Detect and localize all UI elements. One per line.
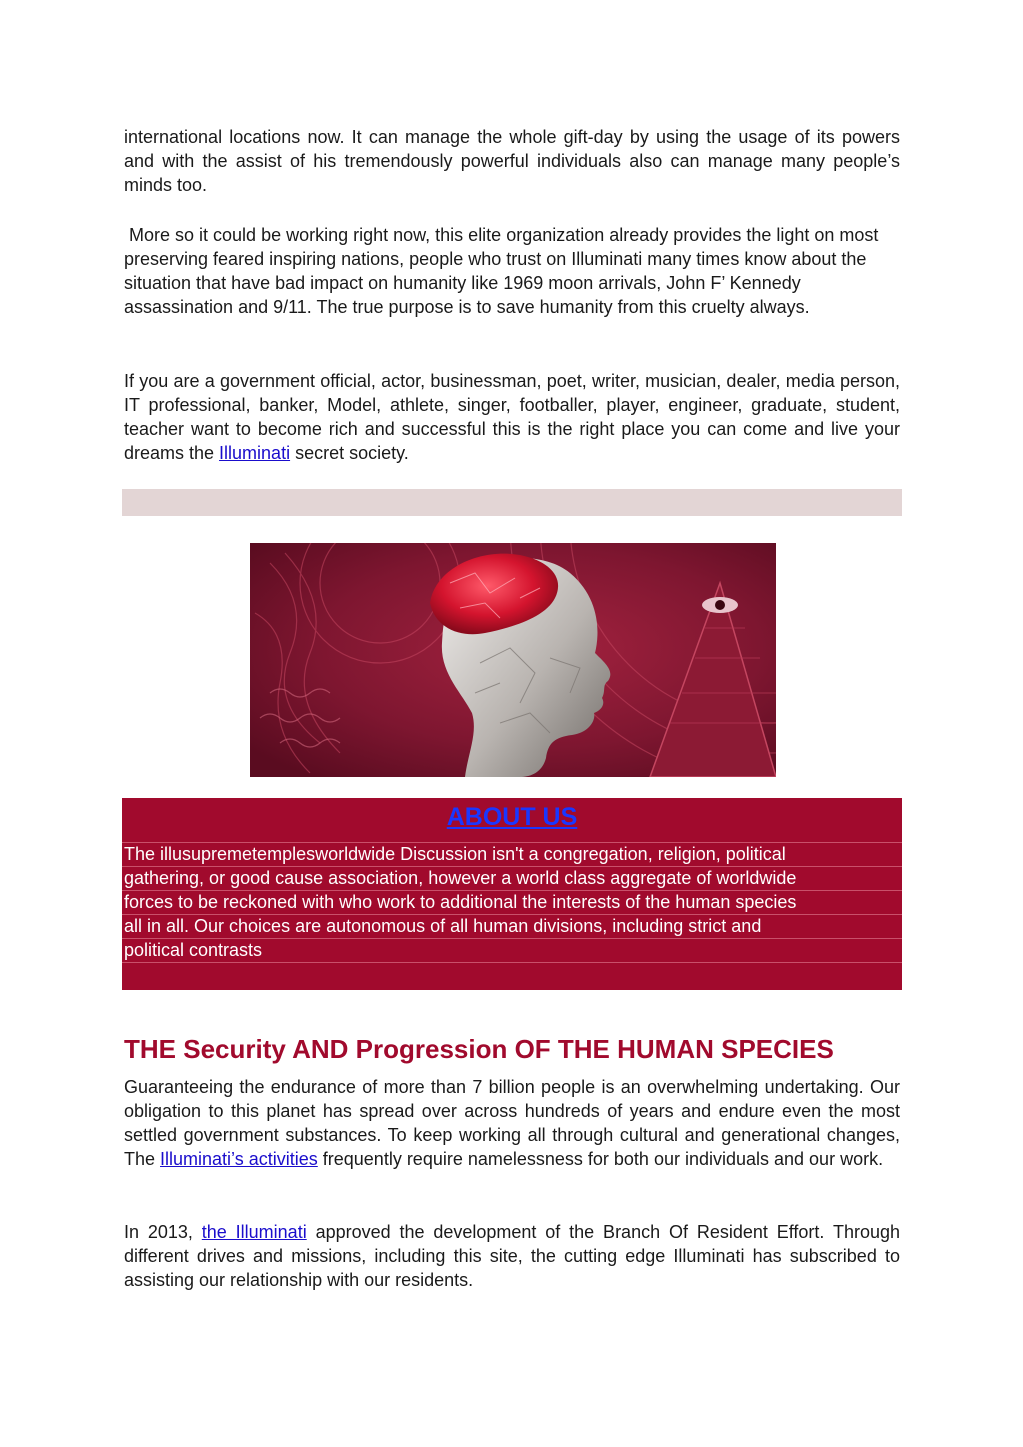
about-line: gathering, or good cause association, however a world class aggregate of worldwide xyxy=(122,866,902,890)
invitation-text: If you are a government official, actor, businessman, poet, writer, musician, dealer, media person, IT professional, banker, Model, athlete, singer, footballer, player, engineer, graduate, student, teacher want to become rich and successful this is the right place you can come and live your dreams the xyxy=(124,371,900,463)
illuminati-link[interactable]: Illuminati xyxy=(219,443,291,463)
the-illuminati-link[interactable]: the Illuminati xyxy=(201,1222,307,1242)
branch-paragraph xyxy=(124,1220,900,1292)
branch-text: In 2013, xyxy=(124,1222,202,1242)
about-us-text xyxy=(122,842,902,963)
endurance-text-end: frequently require namelessness for both our individuals and our work. xyxy=(317,1149,884,1169)
about-line: political contrasts xyxy=(122,938,902,963)
elite-organization-paragraph: More so it could be working right now, this elite organization already provides the light on most preserving feared inspiring nations, people who trust on Illuminati many times know about the situation that have bad impact on humanity like 1969 moon arrivals, John F’ Kennedy assassination and 9/11. The true purpose is to save humanity from this cruelty always. xyxy=(124,225,884,317)
intro-paragraph: international locations now. It can manage the whole gift-day by using the usage of its powers and with the assist of his tremendously powerful individuals also can manage many people’s minds too. xyxy=(124,127,900,195)
crumpled-head-illustration xyxy=(250,543,776,777)
about-line: all in all. Our choices are autonomous of all human divisions, including strict and xyxy=(122,914,902,938)
branch-text-end: approved the development of the Branch Of Resident Effort. Through different drives and missions, including this site, the cutting edge Illuminati has subscribed to assisting our relationship with our residents. xyxy=(124,1222,900,1290)
endurance-text: Guaranteeing the endurance of more than 7 billion people is an overwhelming undertaking. Our obligation to this planet has spread over across hundreds of years and endure even the most settled government substances. To keep working all through cultural and generational changes, The xyxy=(124,1077,900,1169)
illuminati-activities-link[interactable]: Illuminati’s activities xyxy=(160,1149,318,1169)
hero-image xyxy=(250,543,776,777)
endurance-paragraph xyxy=(124,1075,900,1171)
about-line: forces to be reckoned with who work to additional the interests of the human species xyxy=(122,890,902,914)
invitation-text-end: secret society. xyxy=(290,443,409,463)
divider-band xyxy=(122,489,902,516)
section-heading: THE Security AND Progression OF THE HUMAN SPECIES xyxy=(124,1034,834,1064)
about-line: The illusupremetemplesworldwide Discussion isn't a congregation, religion, political xyxy=(122,842,902,866)
about-us-heading-link[interactable]: ABOUT US xyxy=(446,803,578,831)
about-us-panel xyxy=(122,798,902,990)
invitation-paragraph xyxy=(124,369,900,465)
